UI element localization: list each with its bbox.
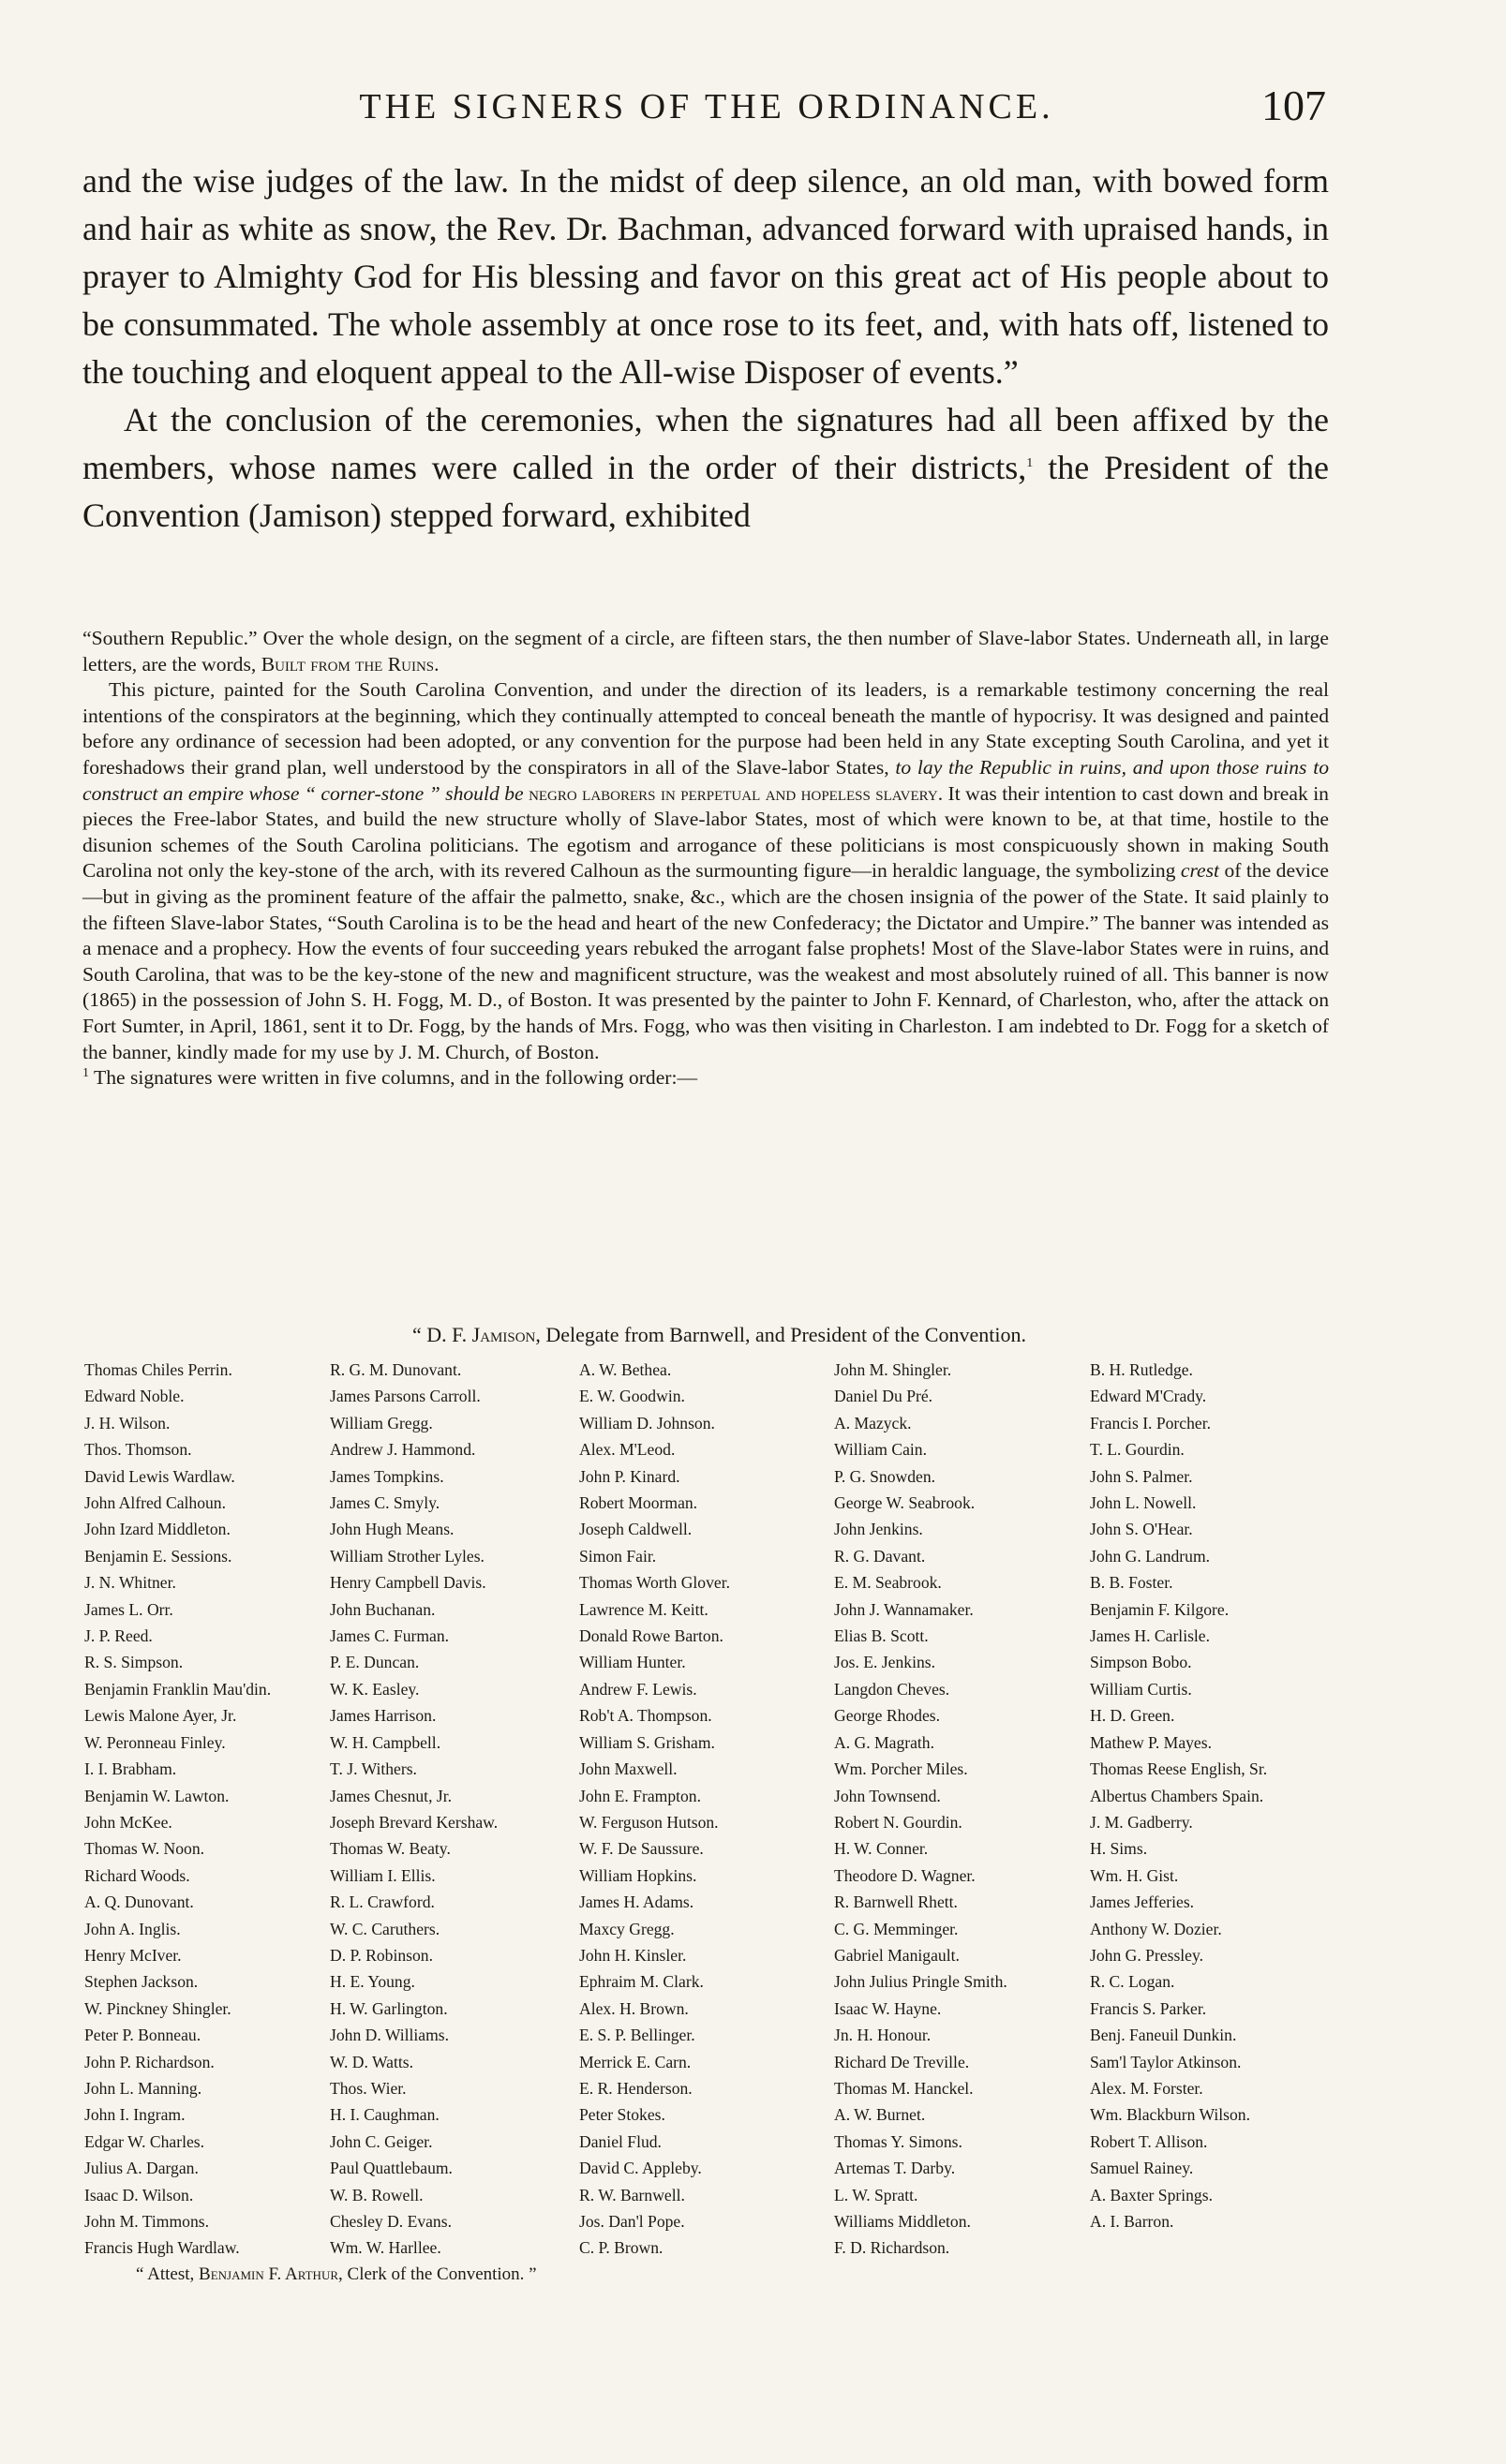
signer-name: George Rhodes.	[834, 1706, 941, 1726]
signer-name: Thomas Chiles Perrin.	[84, 1360, 232, 1379]
signer-name: Peter P. Bonneau.	[84, 2026, 201, 2045]
signer-name: B. B. Foster.	[1090, 1573, 1173, 1593]
signer-name: Sam'l Taylor Atkinson.	[1090, 2052, 1242, 2071]
signer-name: John S. O'Hear.	[1090, 1520, 1193, 1539]
signer-name: John G. Pressley.	[1090, 1945, 1204, 1965]
signer-name: Benjamin F. Kilgore.	[1090, 1599, 1230, 1619]
attest-name: Benjamin F. Arthur	[199, 2264, 339, 2284]
signer-name: Joseph Caldwell.	[579, 1520, 693, 1539]
signer-name: A. Baxter Springs.	[1090, 2185, 1213, 2204]
signer-name: Artemas T. Darby.	[834, 2159, 956, 2178]
signer-name: William Curtis.	[1090, 1679, 1192, 1699]
attest-line	[136, 2263, 537, 2287]
signer-name: Gabriel Manigault.	[834, 1945, 960, 1965]
signer-name: W. D. Watts.	[330, 2052, 413, 2071]
convention-president-attribution	[412, 1322, 1312, 1348]
signer-name: Simpson Bobo.	[1090, 1653, 1192, 1672]
signer-name: John Hugh Means.	[330, 1520, 455, 1539]
signer-name: W. Ferguson Hutson.	[579, 1812, 719, 1832]
attest-rest: , Clerk of the Convention. ”	[338, 2264, 537, 2284]
signer-name: Elias B. Scott.	[834, 1626, 929, 1646]
signer-name: James Jefferies.	[1090, 1893, 1195, 1912]
signer-name: Thomas W. Noon.	[84, 1839, 205, 1859]
signer-name: Julius A. Dargan.	[84, 2159, 199, 2178]
signer-name: Ephraim M. Clark.	[579, 1972, 704, 1992]
footnote-smallcaps: negro laborers in perpetual and hopeless slavery.	[529, 781, 944, 805]
signer-name: A. Q. Dunovant.	[84, 1893, 194, 1912]
signer-name: John P. Kinard.	[579, 1466, 680, 1486]
signer-name: James Chesnut, Jr.	[330, 1786, 452, 1805]
signer-name: Benjamin Franklin Mau'din.	[84, 1679, 272, 1699]
signer-name: William Hunter.	[579, 1653, 686, 1672]
signer-name: J. H. Wilson.	[84, 1413, 171, 1432]
signer-name: Theodore D. Wagner.	[834, 1865, 976, 1885]
signer-name: James H. Adams.	[579, 1893, 694, 1912]
signer-name: John Julius Pringle Smith.	[834, 1972, 1007, 1992]
signer-name: John J. Wannamaker.	[834, 1599, 974, 1619]
signer-name: Francis S. Parker.	[1090, 1998, 1207, 2018]
signer-name: Thomas Reese English, Sr.	[1090, 1759, 1268, 1779]
signer-name: Lawrence M. Keitt.	[579, 1599, 708, 1619]
signer-name: James C. Furman.	[330, 1626, 450, 1646]
signer-name: Daniel Du Pré.	[834, 1387, 933, 1406]
signer-name: Jn. H. Honour.	[834, 2026, 932, 2045]
attribution-name: Jamison	[471, 1323, 536, 1346]
signer-name: George W. Seabrook.	[834, 1493, 976, 1513]
signer-name: John D. Williams.	[330, 2026, 450, 2045]
signer-name: R. L. Crawford.	[330, 1893, 435, 1912]
signer-name: James Parsons Carroll.	[330, 1387, 481, 1406]
page-header	[80, 81, 1334, 137]
signer-name: Jos. Dan'l Pope.	[579, 2212, 685, 2231]
signers-list	[84, 1357, 1331, 2258]
running-head: THE SIGNERS OF THE ORDINANCE.	[359, 87, 1054, 126]
signer-column-5	[1090, 1357, 1267, 2234]
signer-name: Robert T. Allison.	[1090, 2131, 1208, 2151]
signer-name: Thomas Worth Glover.	[579, 1573, 730, 1593]
signer-name: P. G. Snowden.	[834, 1466, 936, 1486]
signer-name: Anthony W. Dozier.	[1090, 1919, 1222, 1938]
signer-name: John P. Richardson.	[84, 2052, 215, 2071]
signer-name: T. L. Gourdin.	[1090, 1440, 1185, 1460]
footnote-text: It was their intention to cast down and break in pieces the Free-labor States, and build the new structure wholly of Slave-labor States, most of which were known to be, at that time, hostile to the disunion schemes of the South Carolina politicians. The egotism and arrogance of these politicians is most conspicuously shown in making South Carolina not only the key-stone of the arch, with its revered Calhoun as the surmounting figure—in heraldic language, the symbolizing	[82, 781, 1329, 883]
signer-name: Andrew J. Hammond.	[330, 1440, 476, 1460]
signer-name: Samuel Rainey.	[1090, 2159, 1194, 2178]
signer-name: John L. Manning.	[84, 2078, 202, 2098]
signer-name: Thomas W. Beaty.	[330, 1839, 451, 1859]
signer-name: Merrick E. Carn.	[579, 2052, 692, 2071]
signer-name: Langdon Cheves.	[834, 1679, 950, 1699]
page-number: 107	[1261, 82, 1326, 129]
main-text	[82, 157, 1329, 540]
signer-name: A. Mazyck.	[834, 1413, 912, 1432]
signer-name: John Jenkins.	[834, 1520, 923, 1539]
signer-name: Daniel Flud.	[579, 2131, 662, 2151]
signer-name: P. E. Duncan.	[330, 1653, 420, 1672]
signer-name: John M. Shingler.	[834, 1360, 952, 1379]
signer-name: William Gregg.	[330, 1413, 433, 1432]
signer-name: Maxcy Gregg.	[579, 1919, 675, 1938]
footnote-continuation-2	[82, 677, 1329, 1065]
signer-name: Williams Middleton.	[834, 2212, 971, 2231]
signer-name: E. S. P. Bellinger.	[579, 2026, 695, 2045]
footnote-marker-1: 1	[82, 1065, 89, 1080]
signer-name: John H. Kinsler.	[579, 1945, 687, 1965]
body-paragraph-1: and the wise judges of the law. In the midst of deep silence, an old man, with bowed form and hair as white as snow, the Rev. Dr. Bachman, advanced forward with upraised hands, in prayer to Almighty God for His blessing and favor on this great act of His people about to be consummated. The whole assembly at once rose to its feet, and, with hats off, listened to the touching and eloquent appeal to the All-wise Disposer of events.”	[82, 162, 1329, 391]
signer-name: John C. Geiger.	[330, 2131, 433, 2151]
signer-name: R. C. Logan.	[1090, 1972, 1175, 1992]
footnote-continuation-1	[82, 626, 1329, 677]
signer-name: Isaac W. Hayne.	[834, 1998, 942, 2018]
signer-name: John A. Inglis.	[84, 1919, 181, 1938]
signer-name: W. B. Rowell.	[330, 2185, 424, 2204]
signer-name: Robert N. Gourdin.	[834, 1812, 962, 1832]
signer-name: Thomas Y. Simons.	[834, 2131, 962, 2151]
signer-name: Lewis Malone Ayer, Jr.	[84, 1706, 237, 1726]
signer-name: Isaac D. Wilson.	[84, 2185, 194, 2204]
signer-name: E. W. Goodwin.	[579, 1387, 685, 1406]
signer-name: D. P. Robinson.	[330, 1945, 433, 1965]
signer-name: Thos. Thomson.	[84, 1440, 192, 1460]
signer-name: Francis I. Porcher.	[1090, 1413, 1211, 1432]
signer-name: John I. Ingram.	[84, 2105, 186, 2125]
footnote-text: “Southern Republic.” Over the whole design, on the segment of a circle, are fifteen stars, the then number of Slave-labor States. Underneath all, in large letters, are the words,	[82, 627, 1329, 675]
signer-name: A. W. Burnet.	[834, 2105, 926, 2125]
signer-name: Richard De Treville.	[834, 2052, 970, 2071]
signer-name: Wm. Blackburn Wilson.	[1090, 2105, 1250, 2125]
footnotes	[82, 626, 1329, 1091]
signer-name: Rob't A. Thompson.	[579, 1706, 712, 1726]
signer-column-3	[579, 1357, 730, 2262]
signer-name: Henry McIver.	[84, 1945, 182, 1965]
signer-name: James C. Smyly.	[330, 1493, 440, 1513]
attest-open: “ Attest,	[136, 2264, 200, 2284]
footnote-text: of the device—but in giving as the prominent feature of the affair the palmetto, snake, &c., which are the chosen insignia of the power of the State. It said plainly to the fifteen Slave-labor States, “South Carolina is to be the head and heart of the new Confederacy; the Dictator and Umpire.” The banner was intended as a menace and a prophecy. How the events of four succeeding years rebuked the arrogant false prophets! Most of the Slave-labor States were in ruins, and South Carolina, that was to be the key-stone of the new and magnificent structure, was the weakest and most absolutely ruined of all. This banner is now (1865) in the possession of John S. H. Fogg, M. D., of Boston. It was presented by the painter to John F. Kennard, of Charleston, who, after the attack on Fort Sumter, in April, 1861, sent it to Dr. Fogg, by the hands of Mrs. Fogg, who was then visiting in Charleston. I am indebted to Dr. Fogg for a sketch of the banner, kindly made for my use by J. M. Church, of Boston.	[82, 859, 1329, 1063]
signer-name: Jos. E. Jenkins.	[834, 1653, 936, 1672]
body-paragraph-2-text: At the conclusion of the ceremonies, when the signatures had all been affixed by the members, whose names were called in the order of their districts,	[82, 401, 1329, 486]
signer-name: W. Peronneau Finley.	[84, 1732, 226, 1752]
signer-name: Edgar W. Charles.	[84, 2131, 205, 2151]
signer-name: John Izard Middleton.	[84, 1520, 231, 1539]
signer-name: Wm. Porcher Miles.	[834, 1759, 968, 1779]
signer-name: John Maxwell.	[579, 1759, 678, 1779]
footnote-text: This picture, painted for the South Carolina Convention, and under the direction of its leaders, is a remarkable testimony concerning the real intentions of the conspirators at the beginning, which they continually attempted to conceal beneath the mantle of hypocrisy. It was designed and painted before any ordinance of secession had been adopted, or any convention for the purpose had been held in any State excepting South Carolina, and yet it foreshadows their grand plan, well understood by the conspirators in all of the Slave-labor States,	[82, 678, 1329, 779]
signer-column-1	[84, 1357, 271, 2262]
signer-name: William D. Johnson.	[579, 1413, 715, 1432]
signer-name: B. H. Rutledge.	[1090, 1360, 1193, 1379]
signer-name: John Townsend.	[834, 1786, 941, 1805]
signer-name: Richard Woods.	[84, 1865, 190, 1885]
signer-name: Donald Rowe Barton.	[579, 1626, 723, 1646]
signer-name: Edward Noble.	[84, 1387, 185, 1406]
signer-name: Peter Stokes.	[579, 2105, 665, 2125]
signer-name: Thomas M. Hanckel.	[834, 2078, 974, 2098]
signer-name: H. W. Conner.	[834, 1839, 929, 1859]
signer-column-2	[330, 1357, 498, 2262]
signer-name: A. I. Barron.	[1090, 2212, 1174, 2231]
signer-name: R. G. M. Dunovant.	[330, 1360, 462, 1379]
body-paragraph-2-text-cont: the President of the Convention (Jamison) stepped forward, exhibited	[82, 449, 1330, 534]
signer-name: Robert Moorman.	[579, 1493, 698, 1513]
body-paragraph-2	[82, 396, 1329, 540]
signer-name: Simon Fair.	[579, 1546, 657, 1566]
signer-name: W. K. Easley.	[330, 1679, 420, 1699]
signer-name: H. W. Garlington.	[330, 1998, 448, 2018]
signer-name: John M. Timmons.	[84, 2212, 209, 2231]
signer-name: Edward M'Crady.	[1090, 1387, 1207, 1406]
signer-name: John Alfred Calhoun.	[84, 1493, 226, 1513]
signer-name: John L. Nowell.	[1090, 1493, 1197, 1513]
footnote-1	[82, 1065, 1329, 1091]
signer-name: E. R. Henderson.	[579, 2078, 693, 2098]
signer-name: T. J. Withers.	[330, 1759, 417, 1779]
signer-name: L. W. Spratt.	[834, 2185, 918, 2204]
signer-name: A. W. Bethea.	[579, 1360, 672, 1379]
signer-name: John Buchanan.	[330, 1599, 436, 1619]
signer-name: Andrew F. Lewis.	[579, 1679, 697, 1699]
signer-name: William Cain.	[834, 1440, 927, 1460]
signer-name: John G. Landrum.	[1090, 1546, 1211, 1566]
signer-name: W. H. Campbell.	[330, 1732, 441, 1752]
signer-name: H. Sims.	[1090, 1839, 1148, 1859]
signer-name: John S. Palmer.	[1090, 1466, 1193, 1486]
signer-name: James Harrison.	[330, 1706, 437, 1726]
signer-name: David Lewis Wardlaw.	[84, 1466, 235, 1486]
signer-name: Albertus Chambers Spain.	[1090, 1786, 1264, 1805]
footnote-1-text: The signatures were written in five columns, and in the following order:—	[89, 1066, 698, 1090]
signer-name: Alex. M. Forster.	[1090, 2078, 1203, 2098]
signer-name: J. M. Gadberry.	[1090, 1812, 1193, 1832]
signer-name: Alex. H. Brown.	[579, 1998, 689, 2018]
signer-column-4	[834, 1357, 1007, 2262]
signer-name: Henry Campbell Davis.	[330, 1573, 486, 1593]
signer-name: James H. Carlisle.	[1090, 1626, 1211, 1646]
signer-name: David C. Appleby.	[579, 2159, 702, 2178]
signer-name: Stephen Jackson.	[84, 1972, 199, 1992]
signer-name: Wm. W. Harllee.	[330, 2238, 441, 2258]
signer-name: R. W. Barnwell.	[579, 2185, 685, 2204]
signer-name: F. D. Richardson.	[834, 2238, 950, 2258]
signer-name: J. P. Reed.	[84, 1626, 153, 1646]
signer-name: Benj. Faneuil Dunkin.	[1090, 2026, 1237, 2045]
signer-name: William I. Ellis.	[330, 1865, 436, 1885]
signer-name: Chesley D. Evans.	[330, 2212, 452, 2231]
signer-name: William S. Grisham.	[579, 1732, 715, 1752]
signer-name: Benjamin W. Lawton.	[84, 1786, 230, 1805]
signer-name: Thos. Wier.	[330, 2078, 407, 2098]
signer-name: John McKee.	[84, 1812, 172, 1832]
signer-name: J. N. Whitner.	[84, 1573, 176, 1593]
signer-name: John E. Frampton.	[579, 1786, 701, 1805]
signer-name: H. D. Green.	[1090, 1706, 1175, 1726]
signer-name: Wm. H. Gist.	[1090, 1865, 1179, 1885]
signer-name: James Tompkins.	[330, 1466, 444, 1486]
signer-name: Paul Quattlebaum.	[330, 2159, 453, 2178]
signer-name: H. E. Young.	[330, 1972, 415, 1992]
attribution-rest: , Delegate from Barnwell, and President of the Convention.	[535, 1323, 1026, 1346]
footnote-italic: to lay the Republic in ruins, and upon those ruins to construct an empire whose “ corner-stone ” should be	[82, 755, 1329, 805]
signer-name: W. Pinckney Shingler.	[84, 1998, 231, 2018]
signer-name: W. C. Caruthers.	[330, 1919, 440, 1938]
signer-name: W. F. De Saussure.	[579, 1839, 704, 1859]
signer-name: R. Barnwell Rhett.	[834, 1893, 958, 1912]
signer-name: R. S. Simpson.	[84, 1653, 184, 1672]
footnote-smallcaps: Built from the Ruins.	[261, 652, 440, 675]
signer-name: I. I. Brabham.	[84, 1759, 177, 1779]
signer-name: Mathew P. Mayes.	[1090, 1732, 1212, 1752]
signer-name: Joseph Brevard Kershaw.	[330, 1812, 499, 1832]
signer-name: Francis Hugh Wardlaw.	[84, 2238, 240, 2258]
footnote-italic: crest	[1180, 859, 1220, 883]
signer-name: James L. Orr.	[84, 1599, 173, 1619]
signer-name: C. G. Memminger.	[834, 1919, 959, 1938]
signer-name: A. G. Magrath.	[834, 1732, 935, 1752]
signer-name: C. P. Brown.	[579, 2238, 664, 2258]
signer-name: R. G. Davant.	[834, 1546, 926, 1566]
signer-name: William Hopkins.	[579, 1865, 697, 1885]
footnote-reference-1: 1	[1026, 456, 1034, 470]
attribution-open: “ D. F.	[412, 1323, 472, 1346]
signer-name: Benjamin E. Sessions.	[84, 1546, 232, 1566]
signer-name: Alex. M'Leod.	[579, 1440, 676, 1460]
signer-name: E. M. Seabrook.	[834, 1573, 942, 1593]
signer-name: H. I. Caughman.	[330, 2105, 440, 2125]
signer-name: William Strother Lyles.	[330, 1546, 485, 1566]
